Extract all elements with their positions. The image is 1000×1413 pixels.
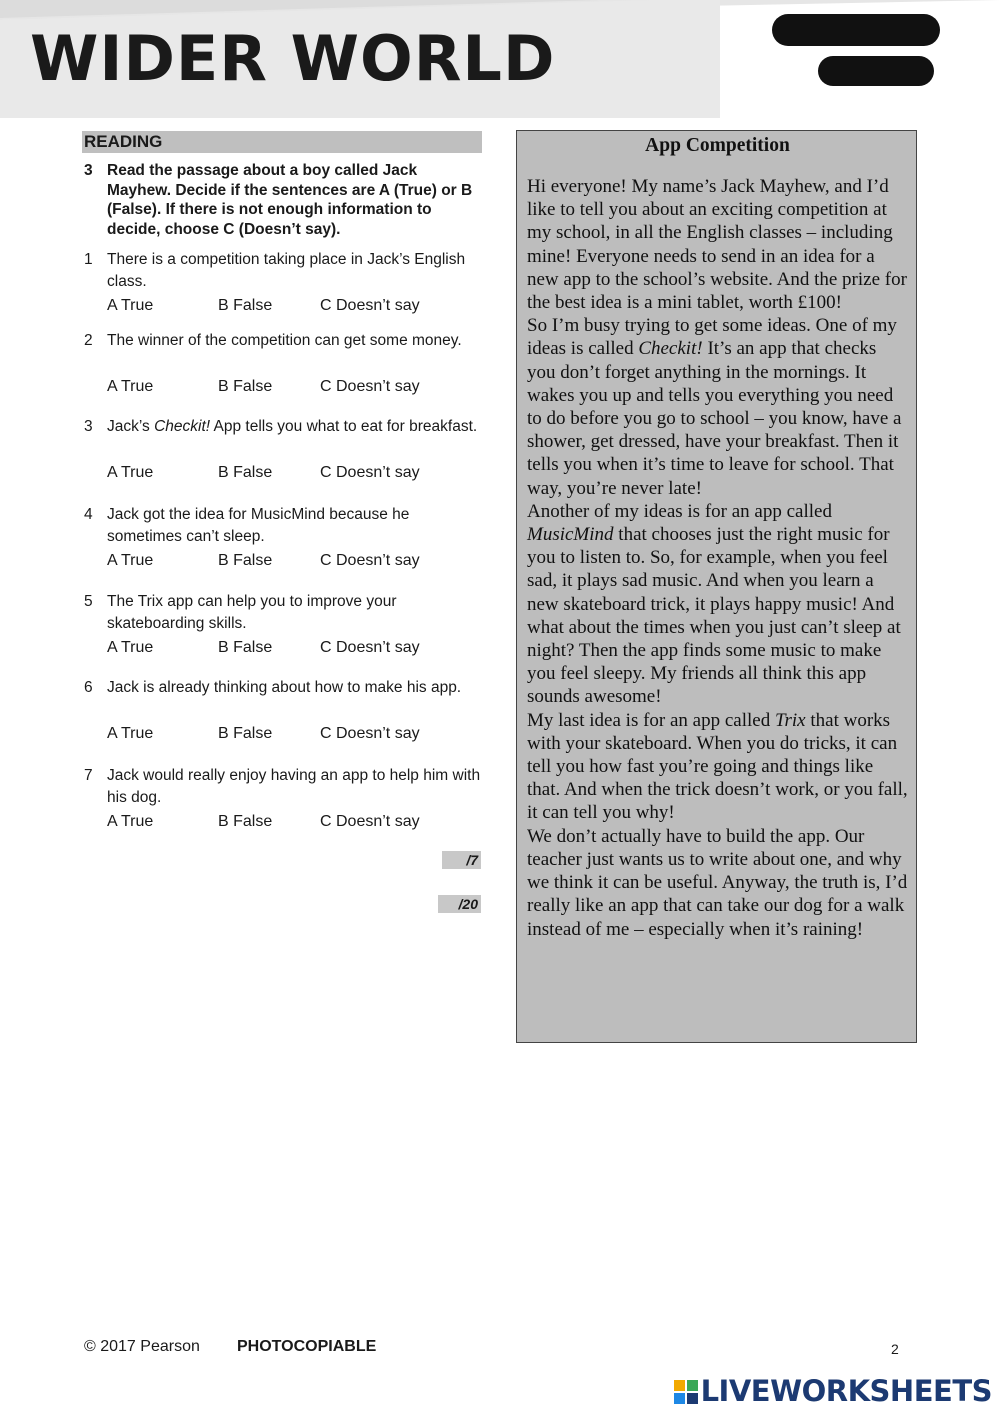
copyright: © 2017 Pearson xyxy=(84,1338,200,1355)
option-b[interactable]: B False xyxy=(218,725,273,742)
question-number: 1 xyxy=(84,251,93,268)
option-c[interactable]: C Doesn’t say xyxy=(320,552,420,569)
option-a[interactable]: A True xyxy=(107,464,154,481)
option-c[interactable]: C Doesn’t say xyxy=(320,297,420,314)
photocopiable-label: PHOTOCOPIABLE xyxy=(237,1338,377,1355)
task-instruction xyxy=(84,161,484,239)
question-text: The winner of the competition can get some money. xyxy=(107,332,462,349)
question-item xyxy=(84,416,484,438)
option-b[interactable]: B False xyxy=(218,813,273,830)
question-text: Jack would really enjoy having an app to help him with his dog. xyxy=(107,767,481,806)
option-a[interactable]: A True xyxy=(107,639,154,656)
option-a[interactable]: A True xyxy=(107,813,154,830)
option-c[interactable]: C Doesn’t say xyxy=(320,378,420,395)
option-b[interactable]: B False xyxy=(218,464,273,481)
question-item xyxy=(84,677,484,699)
option-c[interactable]: C Doesn’t say xyxy=(320,639,420,656)
question-number: 6 xyxy=(84,679,93,696)
question-number: 2 xyxy=(84,332,93,349)
section-heading: READING xyxy=(82,131,482,153)
option-b[interactable]: B False xyxy=(218,297,273,314)
question-item xyxy=(84,249,484,293)
task-number: 3 xyxy=(84,162,93,179)
question-text: There is a competition taking place in Jack’s English class. xyxy=(107,251,466,290)
total-score-box[interactable]: /20 xyxy=(438,895,481,913)
passage-paragraph-3: Another of my ideas is for an app called MusicMind that chooses just the right music for you to listen to. So, for example, when you feel sad, it plays sad music. And when you learn a new skateboard trick, it plays happy music! And what about the times when you just can’t sleep at night? Then the app finds some music to make you feel sleepy. My friends all think this app sounds awesome! xyxy=(527,500,901,708)
option-c[interactable]: C Doesn’t say xyxy=(320,464,420,481)
watermark-text: LIVEWORKSHEETS xyxy=(700,1374,992,1408)
redacted-mark xyxy=(772,14,940,46)
question-text: Jack’s Checkit! App tells you what to eat for breakfast. xyxy=(107,418,478,435)
passage-title: App Competition xyxy=(645,135,790,156)
liveworksheets-watermark xyxy=(674,1374,992,1408)
liveworksheets-logo-icon xyxy=(674,1380,698,1404)
passage-paragraph-2: So I’m busy trying to get some ideas. One of my ideas is called Checkit! It’s an app that checks you don’t forget anything in the mornings. It wakes you up and tells you everything you need to do before you go to school – you know, have a shower, get dressed, have your breakfast. Then it tells you when it’s time to leave for school. That way, you’re never late! xyxy=(527,315,902,499)
redacted-mark xyxy=(818,56,934,86)
option-b[interactable]: B False xyxy=(218,552,273,569)
section-score-box[interactable]: /7 xyxy=(442,851,481,869)
passage-paragraph-1: Hi everyone! My name’s Jack Mayhew, and I’d like to tell you about an exciting competition at my school, in all the English classes – including mine! Everyone needs to send in an idea for a new app to the school’s website. And the prize for the best idea is a mini tablet, worth £100! xyxy=(527,176,907,314)
question-number: 5 xyxy=(84,593,93,610)
brand-logo: WIDER WORLD xyxy=(30,22,556,95)
question-number: 7 xyxy=(84,767,93,784)
option-c[interactable]: C Doesn’t say xyxy=(320,813,420,830)
question-item xyxy=(84,330,484,352)
reading-passage xyxy=(516,130,917,1043)
question-number: 4 xyxy=(84,506,93,523)
question-item xyxy=(84,504,484,548)
option-a[interactable]: A True xyxy=(107,297,154,314)
question-text: Jack got the idea for MusicMind because he sometimes can’t sleep. xyxy=(107,506,410,545)
option-a[interactable]: A True xyxy=(107,725,154,742)
question-number: 3 xyxy=(84,418,93,435)
passage-paragraph-5: We don’t actually have to build the app. Our teacher just wants us to write about one, and why we think it can be useful. Anyway, the truth is, I’d really like an app that can take our dog for a walk instead of me – especially when it’s raining! xyxy=(527,825,908,940)
instruction-text: Read the passage about a boy called Jack Mayhew. Decide if the sentences are A (True) or B (False). If there is not enough information to decide, choose C (Doesn’t say). xyxy=(107,162,473,238)
option-b[interactable]: B False xyxy=(218,378,273,395)
question-item xyxy=(84,765,484,809)
page-number: 2 xyxy=(891,1341,899,1357)
question-text: The Trix app can help you to improve your skateboarding skills. xyxy=(107,593,397,632)
option-a[interactable]: A True xyxy=(107,378,154,395)
option-b[interactable]: B False xyxy=(218,639,273,656)
passage-paragraph-4: My last idea is for an app called Trix that works with your skateboard. When you do tricks, it can tell you how fast you’re going and things like that. And when the trick doesn’t work, or you fall, it can tell you why! xyxy=(527,709,908,824)
option-a[interactable]: A True xyxy=(107,552,154,569)
question-item xyxy=(84,591,484,635)
question-text: Jack is already thinking about how to make his app. xyxy=(107,679,462,696)
option-c[interactable]: C Doesn’t say xyxy=(320,725,420,742)
